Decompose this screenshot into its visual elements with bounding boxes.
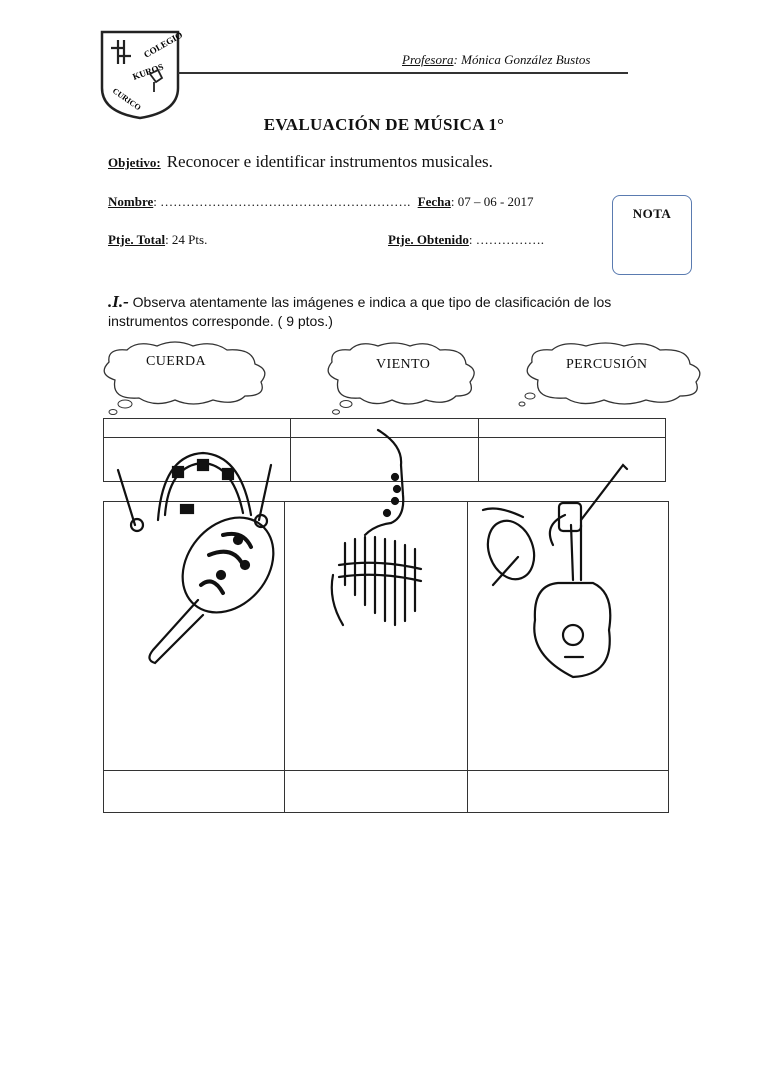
objective-row bbox=[108, 152, 493, 172]
obtained-score-row bbox=[388, 232, 544, 248]
logo-text-mid: KUROS bbox=[131, 61, 165, 82]
school-crest-icon bbox=[100, 29, 185, 120]
objective-label: Objetivo: bbox=[108, 155, 161, 170]
main-answer-grid bbox=[103, 501, 669, 813]
total-score-value: : 24 Pts. bbox=[165, 232, 208, 247]
top-grid-cell bbox=[291, 419, 478, 438]
obtained-score-label: Ptje. Obtenido bbox=[388, 232, 469, 247]
top-answer-cell[interactable] bbox=[478, 438, 665, 482]
name-row bbox=[108, 194, 534, 210]
category-cuerda: CUERDA bbox=[146, 354, 206, 369]
name-field[interactable]: : …………………………………………………. bbox=[153, 194, 411, 209]
image-cell bbox=[468, 502, 669, 771]
teacher-label: Profesora bbox=[402, 52, 454, 67]
header-rule bbox=[178, 72, 628, 74]
date-label: Fecha bbox=[417, 194, 451, 209]
total-score-label: Ptje. Total bbox=[108, 232, 166, 247]
obtained-score-field[interactable]: : ……………. bbox=[468, 232, 545, 247]
nota-label: NOTA bbox=[632, 206, 672, 221]
teacher-name: : Mónica González Bustos bbox=[453, 52, 591, 67]
answer-cell[interactable] bbox=[104, 771, 285, 813]
teacher-line bbox=[402, 52, 590, 68]
instruction-number: .I.- bbox=[108, 292, 129, 311]
date-value: : 07 – 06 - 2017 bbox=[450, 194, 534, 209]
top-answer-cell[interactable] bbox=[291, 438, 478, 482]
image-cell bbox=[104, 502, 285, 771]
category-percusion: PERCUSIÓN bbox=[566, 357, 648, 372]
logo-text-top: COLEGIO bbox=[142, 29, 185, 60]
category-viento: VIENTO bbox=[376, 357, 431, 372]
top-answer-cell[interactable] bbox=[104, 438, 291, 482]
page-title: EVALUACIÓN DE MÚSICA 1° bbox=[263, 115, 505, 134]
instruction-text: Observa atentamente las imágenes e indica a que tipo de clasificación de los instrumentos corresponde. ( 9 ptos.) bbox=[108, 294, 612, 329]
top-grid-cell bbox=[104, 419, 291, 438]
logo-text-bottom: CURICO bbox=[110, 86, 143, 113]
top-grid-cell bbox=[478, 419, 665, 438]
cloud-shape-cuerda bbox=[95, 338, 275, 416]
name-label: Nombre bbox=[108, 194, 154, 209]
total-score-row bbox=[108, 232, 288, 248]
top-answer-grid bbox=[103, 418, 666, 482]
objective-text: Reconocer e identificar instrumentos musicales. bbox=[166, 152, 493, 171]
answer-cell[interactable] bbox=[468, 771, 669, 813]
instructions bbox=[108, 292, 668, 331]
answer-cell[interactable] bbox=[285, 771, 468, 813]
cloud-shape-percusion bbox=[518, 340, 708, 416]
image-cell bbox=[285, 502, 468, 771]
cloud-shape-viento bbox=[320, 340, 480, 416]
